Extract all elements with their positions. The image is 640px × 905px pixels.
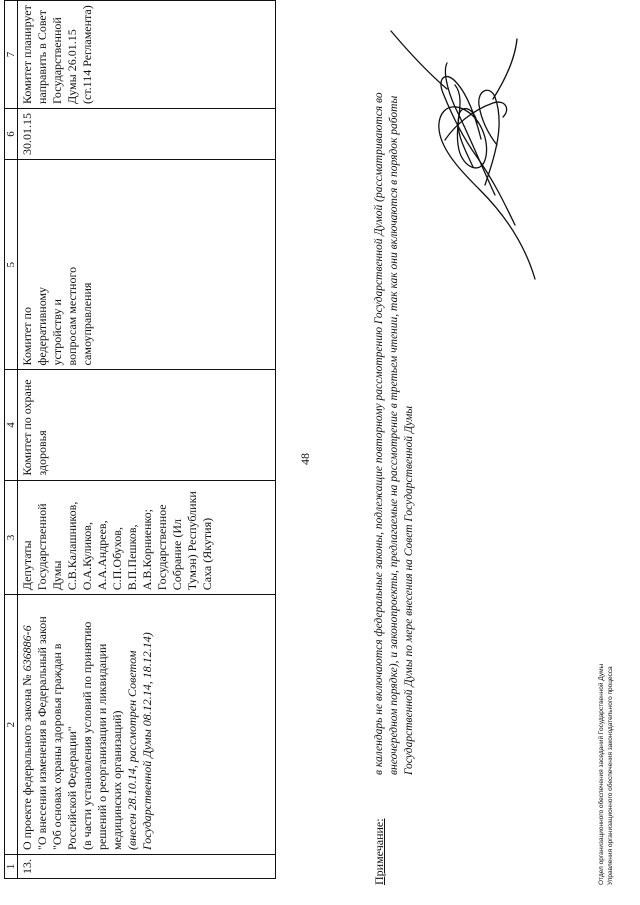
note-line: в календарь не включаются федеральные законы, подлежащие повторному рассмотрению Государственной Думой (рассматриваются во xyxy=(373,92,385,775)
plan-cell xyxy=(18,1,276,109)
author-line: С.П.Обухов, xyxy=(110,527,124,591)
author-line: Государственной xyxy=(35,503,49,591)
bill-title-line: "Об основах охраны здоровья граждан в xyxy=(50,643,64,850)
plan-line: Государственной xyxy=(50,17,64,104)
note-line: внеочередном порядке), и законопроекты, предлагаемые на рассмотрение в третьем чтении, так как они включаются в порядок работы xyxy=(387,95,400,775)
calendar-table xyxy=(4,0,276,879)
author-line: В.П.Пешков, xyxy=(125,524,139,591)
plan-line: (ст.114 Регламента) xyxy=(80,5,94,104)
bill-title-line: Российской Федерации" xyxy=(65,726,79,850)
table-row xyxy=(18,1,276,879)
author-line: Тумэн) Республики xyxy=(185,491,199,591)
author-line: О.А.Куликов, xyxy=(80,522,94,591)
row-number: 13. xyxy=(18,855,276,879)
author-line: С.В.Калашников, xyxy=(65,501,79,591)
bill-title-line: медицинских организаций) xyxy=(110,710,124,850)
plan-line: Комитет планирует xyxy=(20,5,34,104)
bill-intro-line: Государственной Думы 08.12.14, 18.12.14) xyxy=(140,632,154,850)
co-committee-line: самоуправления xyxy=(80,282,94,366)
bill-title-line: решений о реорганизации и ликвидации xyxy=(95,643,109,850)
header-cell-6: 6 xyxy=(5,108,18,159)
bill-intro-line: (внесен 28.10.14, рассмотрен Советом xyxy=(125,650,139,850)
note-label: Примечание: xyxy=(372,818,386,885)
authors-cell xyxy=(18,480,276,595)
plan-line: направить в Совет xyxy=(35,10,49,104)
bill-title-line: О проекте федерального закона № 636886-6 xyxy=(20,625,34,850)
author-line: Думы xyxy=(50,560,64,591)
footer-line: Управления организационного обеспечения законодательного процесса xyxy=(606,666,614,885)
page-number: 48 xyxy=(298,453,312,465)
co-committee-line: Комитет по xyxy=(20,307,34,366)
committee-line: Комитет по охране xyxy=(20,379,34,476)
author-line: Собрание (Ил xyxy=(170,518,184,591)
bill-title-line: (в части установления условий по принятию xyxy=(80,621,94,850)
header-cell-1: 1 xyxy=(5,855,18,879)
date-cell: 30.01.15 xyxy=(18,108,276,159)
header-cell-7: 7 xyxy=(5,1,18,109)
footer-line: Отдел организационного обеспечения заседаний Государственной Думы xyxy=(598,663,605,885)
co-committee-cell xyxy=(18,159,276,369)
author-line: А.В.Корниенко; xyxy=(140,509,154,591)
table-header-row xyxy=(5,1,18,879)
note-line: Государственной Думы по мере внесения на Совет Государственной Думы xyxy=(402,405,415,775)
co-committee-line: вопросам местного xyxy=(65,266,79,366)
footer xyxy=(598,664,616,885)
author-line: Саха (Якутия) xyxy=(200,517,214,591)
author-line: Государственное xyxy=(155,504,169,591)
header-cell-4: 4 xyxy=(5,370,18,480)
signature-image xyxy=(385,25,575,285)
bill-title-line: "О внесении изменения в Федеральный закон xyxy=(35,616,49,850)
committee-cell xyxy=(18,370,276,480)
co-committee-line: устройству и xyxy=(50,299,64,366)
header-cell-2: 2 xyxy=(5,595,18,855)
plan-line: Думы 26.01.15 xyxy=(65,29,79,104)
author-line: Депутаты xyxy=(20,540,34,591)
header-cell-3: 3 xyxy=(5,480,18,595)
author-line: А.А.Андреев, xyxy=(95,520,109,591)
bill-title-cell xyxy=(18,595,276,855)
bill-number: 636886-6 xyxy=(20,625,34,672)
co-committee-line: федеративному xyxy=(35,286,49,366)
header-cell-5: 5 xyxy=(5,159,18,369)
committee-line: здоровья xyxy=(35,430,49,476)
